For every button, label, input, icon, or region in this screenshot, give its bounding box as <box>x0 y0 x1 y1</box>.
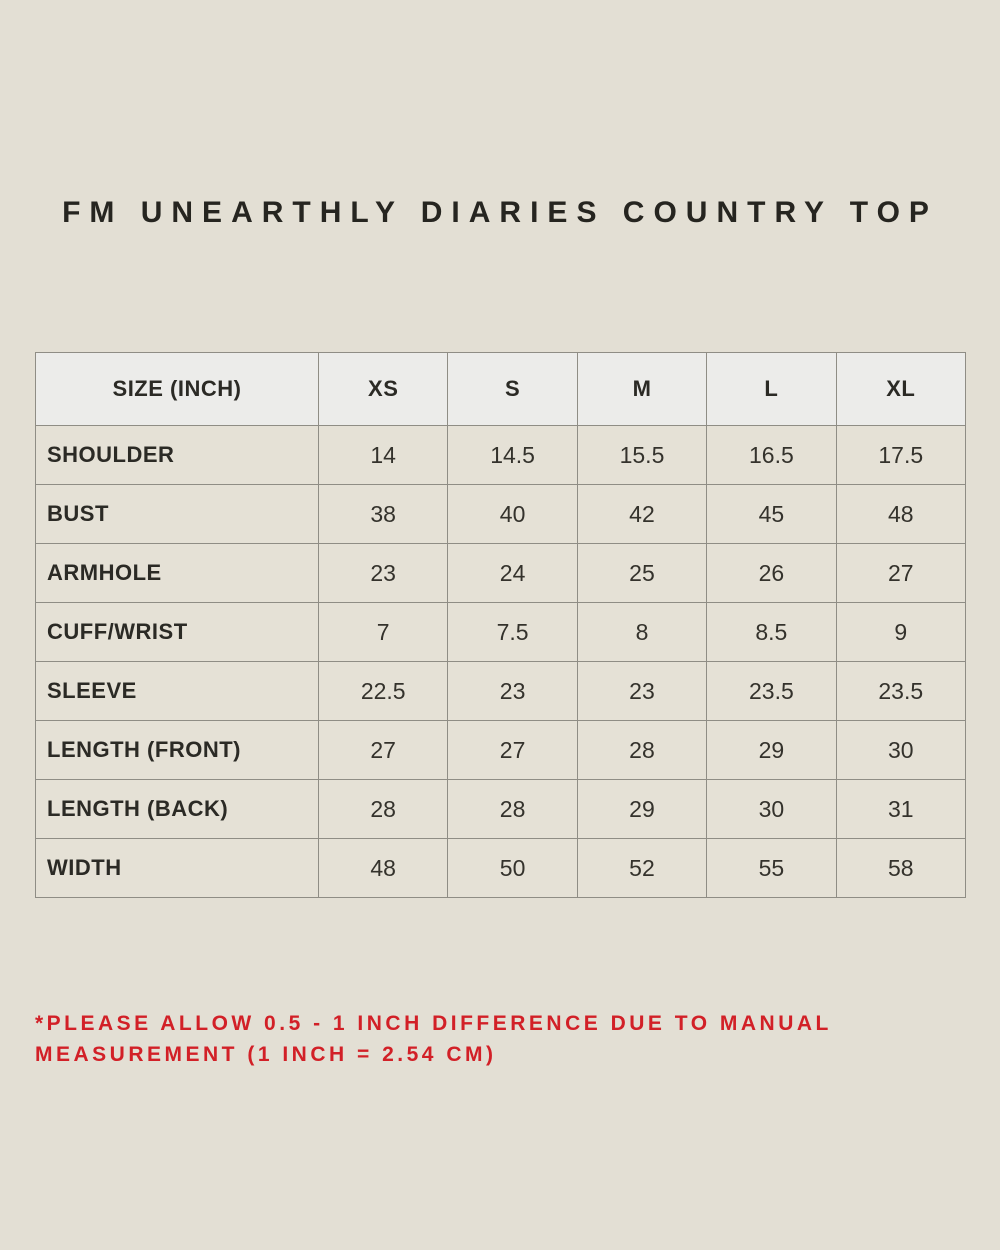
column-header-size-inch: SIZE (INCH) <box>36 353 319 426</box>
table-row-width <box>36 839 966 898</box>
cell-length-back-s: 28 <box>448 780 577 839</box>
cell-shoulder-l: 16.5 <box>707 426 836 485</box>
row-label-length-front: LENGTH (FRONT) <box>36 721 319 780</box>
cell-width-s: 50 <box>448 839 577 898</box>
cell-bust-xs: 38 <box>319 485 448 544</box>
cell-armhole-xl: 27 <box>836 544 965 603</box>
row-label-length-back: LENGTH (BACK) <box>36 780 319 839</box>
cell-width-xs: 48 <box>319 839 448 898</box>
cell-shoulder-m: 15.5 <box>577 426 706 485</box>
row-label-cuff-wrist: CUFF/WRIST <box>36 603 319 662</box>
cell-bust-xl: 48 <box>836 485 965 544</box>
cell-sleeve-xl: 23.5 <box>836 662 965 721</box>
row-label-width: WIDTH <box>36 839 319 898</box>
cell-width-xl: 58 <box>836 839 965 898</box>
cell-cuff-wrist-xl: 9 <box>836 603 965 662</box>
cell-cuff-wrist-s: 7.5 <box>448 603 577 662</box>
row-label-bust: BUST <box>36 485 319 544</box>
cell-length-back-xl: 31 <box>836 780 965 839</box>
column-header-m: M <box>577 353 706 426</box>
cell-bust-l: 45 <box>707 485 836 544</box>
cell-shoulder-s: 14.5 <box>448 426 577 485</box>
cell-armhole-s: 24 <box>448 544 577 603</box>
measurement-disclaimer-note: *PLEASE ALLOW 0.5 - 1 INCH DIFFERENCE DUE TO MANUAL MEASUREMENT (1 INCH = 2.54 CM) <box>35 1012 832 1066</box>
table-row-shoulder <box>36 426 966 485</box>
cell-sleeve-xs: 22.5 <box>319 662 448 721</box>
cell-sleeve-l: 23.5 <box>707 662 836 721</box>
cell-armhole-m: 25 <box>577 544 706 603</box>
cell-armhole-xs: 23 <box>319 544 448 603</box>
cell-length-front-xs: 27 <box>319 721 448 780</box>
size-chart-table <box>35 352 966 898</box>
cell-cuff-wrist-l: 8.5 <box>707 603 836 662</box>
table-row-cuff-wrist <box>36 603 966 662</box>
cell-length-back-l: 30 <box>707 780 836 839</box>
cell-length-front-l: 29 <box>707 721 836 780</box>
cell-bust-m: 42 <box>577 485 706 544</box>
column-header-xl: XL <box>836 353 965 426</box>
cell-cuff-wrist-m: 8 <box>577 603 706 662</box>
table-row-armhole <box>36 544 966 603</box>
column-header-xs: XS <box>319 353 448 426</box>
cell-length-front-s: 27 <box>448 721 577 780</box>
row-label-sleeve: SLEEVE <box>36 662 319 721</box>
column-header-l: L <box>707 353 836 426</box>
table-row-length-back <box>36 780 966 839</box>
cell-bust-s: 40 <box>448 485 577 544</box>
row-label-shoulder: SHOULDER <box>36 426 319 485</box>
cell-shoulder-xl: 17.5 <box>836 426 965 485</box>
cell-armhole-l: 26 <box>707 544 836 603</box>
column-header-s: S <box>448 353 577 426</box>
cell-shoulder-xs: 14 <box>319 426 448 485</box>
table-row-length-front <box>36 721 966 780</box>
table-row-bust <box>36 485 966 544</box>
cell-sleeve-s: 23 <box>448 662 577 721</box>
cell-length-front-xl: 30 <box>836 721 965 780</box>
page-title: FM UNEARTHLY DIARIES COUNTRY TOP <box>62 196 938 229</box>
cell-width-m: 52 <box>577 839 706 898</box>
header-row <box>36 353 966 426</box>
cell-width-l: 55 <box>707 839 836 898</box>
cell-length-back-m: 29 <box>577 780 706 839</box>
cell-sleeve-m: 23 <box>577 662 706 721</box>
cell-length-back-xs: 28 <box>319 780 448 839</box>
table-row-sleeve <box>36 662 966 721</box>
cell-length-front-m: 28 <box>577 721 706 780</box>
row-label-armhole: ARMHOLE <box>36 544 319 603</box>
cell-cuff-wrist-xs: 7 <box>319 603 448 662</box>
